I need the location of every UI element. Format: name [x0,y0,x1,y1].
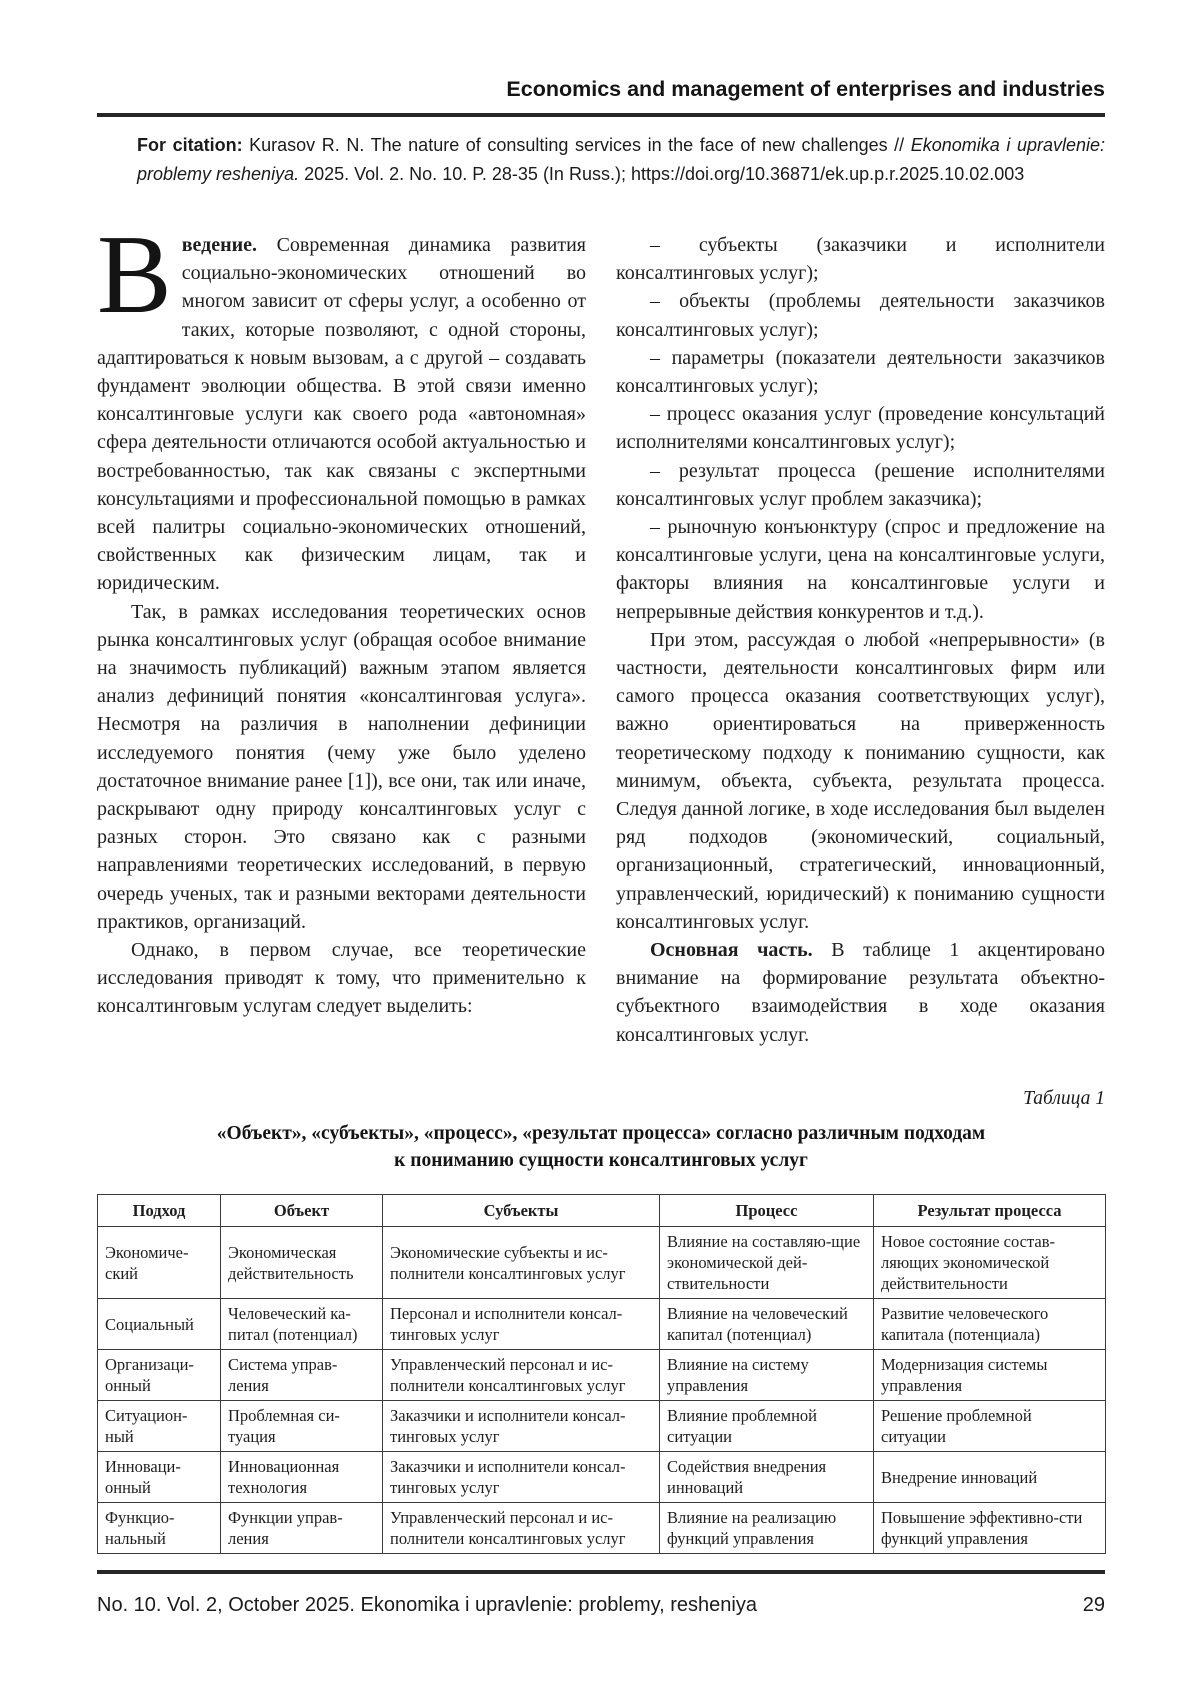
table-row [98,1503,1106,1554]
table-cell: Ситуацион-ный [98,1401,221,1452]
main-part-lead: Основная часть. [650,939,813,962]
intro-text: Современная динамика развития социально-экономических отношений во многом зависит от сферы услуг, а особенно от таких, которые позволяют, с одной стороны, адаптироваться к новым вызовам, а с другой – создавать фундамент эволюции общества. В этой связи именно консалтинговые услуги как своего рода «автономная» сфера деятельности отличаются особой актуальностью и востребованностью, так как связаны с экспертными консультациями и профессиональной помощью в рамках всей палитры социально-экономических отношений, свойственных как физическим лицам, так и юридическим. [97,234,586,595]
page-footer [97,1594,1105,1617]
table-header-cell: Процесс [660,1195,874,1227]
list-item: – объекты (проблемы деятельности заказчиков консалтинговых услуг); [616,290,1105,341]
citation-journal-name: Ekonomika i upravlenie: problemy resheniya. [137,135,1105,184]
left-column [97,213,586,1049]
table-cell: Проблемная си-туация [221,1401,383,1452]
table-cell: Заказчики и исполнители консал-тинговых услуг [383,1452,660,1503]
list-item: – субъекты (заказчики и исполнители консалтинговых услуг); [616,234,1105,285]
table-cell: Влияние на человеческий капитал (потенциал) [660,1299,874,1350]
table-cell: Влияние на реализацию функций управления [660,1503,874,1554]
table-header-row [98,1195,1106,1227]
approaches-table [97,1194,1106,1554]
table-cell: Инновационная технология [221,1452,383,1503]
list-item: – рыночную конъюнктуру (спрос и предложение на консалтинговые услуги, цена на консалтинговые услуги, факторы влияния на консалтинговые услуги и непрерывные действия конкурентов и т.д.). [616,516,1105,623]
table-row [98,1350,1106,1401]
table-cell: Экономиче-ский [98,1227,221,1299]
right-column [616,231,1105,1049]
intro-paragraph [97,213,586,598]
table-cell: Внедрение инноваций [874,1452,1106,1503]
table-cell: Решение проблемной ситуации [874,1401,1106,1452]
table-row [98,1299,1106,1350]
table-caption: Таблица 1 [1023,1088,1105,1109]
table-cell: Управленческий персонал и ис-полнители консалтинговых услуг [383,1350,660,1401]
paragraph: Однако, в первом случае, все теоретические исследования приводят к тому, что применительно к консалтинговым услугам следует выделить: [97,939,586,1018]
header-rule [97,113,1105,117]
citation-block [137,131,1105,188]
table-cell: Социальный [98,1299,221,1350]
table-cell: Повышение эффективно-сти функций управления [874,1503,1106,1554]
table-header-cell: Результат процесса [874,1195,1106,1227]
table-cell: Влияние на составляю-щие экономической дей-ствительности [660,1227,874,1299]
table-row [98,1452,1106,1503]
intro-lead: ведение. [181,234,258,256]
table-cell: Человеческий ка-питал (потенциал) [221,1299,383,1350]
dropcap-letter: В [97,213,172,337]
article-body [97,213,1105,1049]
table-cell: Персонал и исполнители консал-тинговых услуг [383,1299,660,1350]
main-part-paragraph [616,936,1105,1049]
table-cell: Система управ-ления [221,1350,383,1401]
list-item: – результат процесса (решение исполнителями консалтинговых услуг проблем заказчика); [616,459,1105,510]
table-header-cell: Объект [221,1195,383,1227]
table-cell: Управленческий персонал и ис-полнители консалтинговых услуг [383,1503,660,1554]
table-header-cell: Субъекты [383,1195,660,1227]
citation-text: Kurasov R. N. The nature of consulting services in the face of new challenges // [242,135,911,155]
table-cell: Экономические субъекты и ис-полнители консалтинговых услуг [383,1227,660,1299]
list-item: – процесс оказания услуг (проведение консультаций исполнителями консалтинговых услуг); [616,403,1105,454]
main-part-text: В таблице 1 акцентировано внимание на формирование результата объектно-субъектного взаимодействия в ходе оказания консалтинговых услуг. [616,939,1105,1046]
table-title [97,1120,1105,1174]
paragraph: При этом, рассуждая о любой «непрерывности» (в частности, деятельности консалтинговых фирм или самого процесса оказания соответствующих услуг), важно ориентироваться на приверженность теоретическому подходу к пониманию сущности, как минимум, объекта, субъекта, результата процесса. Следуя данной логике, в ходе исследования был выделен ряд подходов (экономический, социальный, организационный, стратегический, инновационный, управленческий, юридический) к пониманию сущности консалтинговых услуг. [616,628,1105,933]
table-cell: Функцио-нальный [98,1503,221,1554]
table-cell: Влияние на систему управления [660,1350,874,1401]
table-cell: Экономическая действительность [221,1227,383,1299]
footer-rule [97,1570,1105,1574]
table-cell: Организаци-онный [98,1350,221,1401]
table-cell: Влияние проблемной ситуации [660,1401,874,1452]
table-cell: Функции управ-ления [221,1503,383,1554]
list-item: – параметры (показатели деятельности заказчиков консалтинговых услуг); [616,346,1105,398]
table-row [98,1227,1106,1299]
table-title-line2: к пониманию сущности консалтинговых услуг [394,1150,808,1171]
table-row [98,1401,1106,1452]
page-number: 29 [1082,1594,1105,1616]
table-cell: Развитие человеческого капитала (потенциала) [874,1299,1106,1350]
footer-journal-info: No. 10. Vol. 2, October 2025. Ekonomika i upravlenie: problemy, resheniya [97,1594,757,1616]
table-cell: Модернизация системы управления [874,1350,1106,1401]
citation-label: For citation: [137,135,243,155]
paragraph: Так, в рамках исследования теоретических основ рынка консалтинговых услуг (обращая особое внимание на значимость публикаций) важным этапом является анализ дефиниций понятия «консалтинговая услуга». Несмотря на различия в наполнении дефиниции исследуемого понятия (чему уже было уделено достаточное внимание ранее [1]), все они, так или иначе, раскрывают одну природу консалтинговых услуг с разных сторон. Это связано как с разными направлениями теоретических исследований, в первую очередь ученых, так и разными векторами деятельности практиков, организаций. [97,600,586,933]
journal-section-title: Economics and management of enterprises and industries [506,77,1105,101]
table-header-cell: Подход [98,1195,221,1227]
table-title-line1: «Объект», «субъекты», «процесс», «результат процесса» согласно различным подходам [216,1123,986,1144]
table-cell: Новое состояние состав-ляющих экономической действительности [874,1227,1106,1299]
table-cell: Содействия внедрения инноваций [660,1452,874,1503]
table-cell: Инноваци-онный [98,1452,221,1503]
table-cell: Заказчики и исполнители консал-тинговых услуг [383,1401,660,1452]
citation-tail: 2025. Vol. 2. No. 10. P. 28-35 (In Russ.); https://doi.org/10.36871/ek.up.p.r.2025.10.02.003 [299,163,1025,184]
